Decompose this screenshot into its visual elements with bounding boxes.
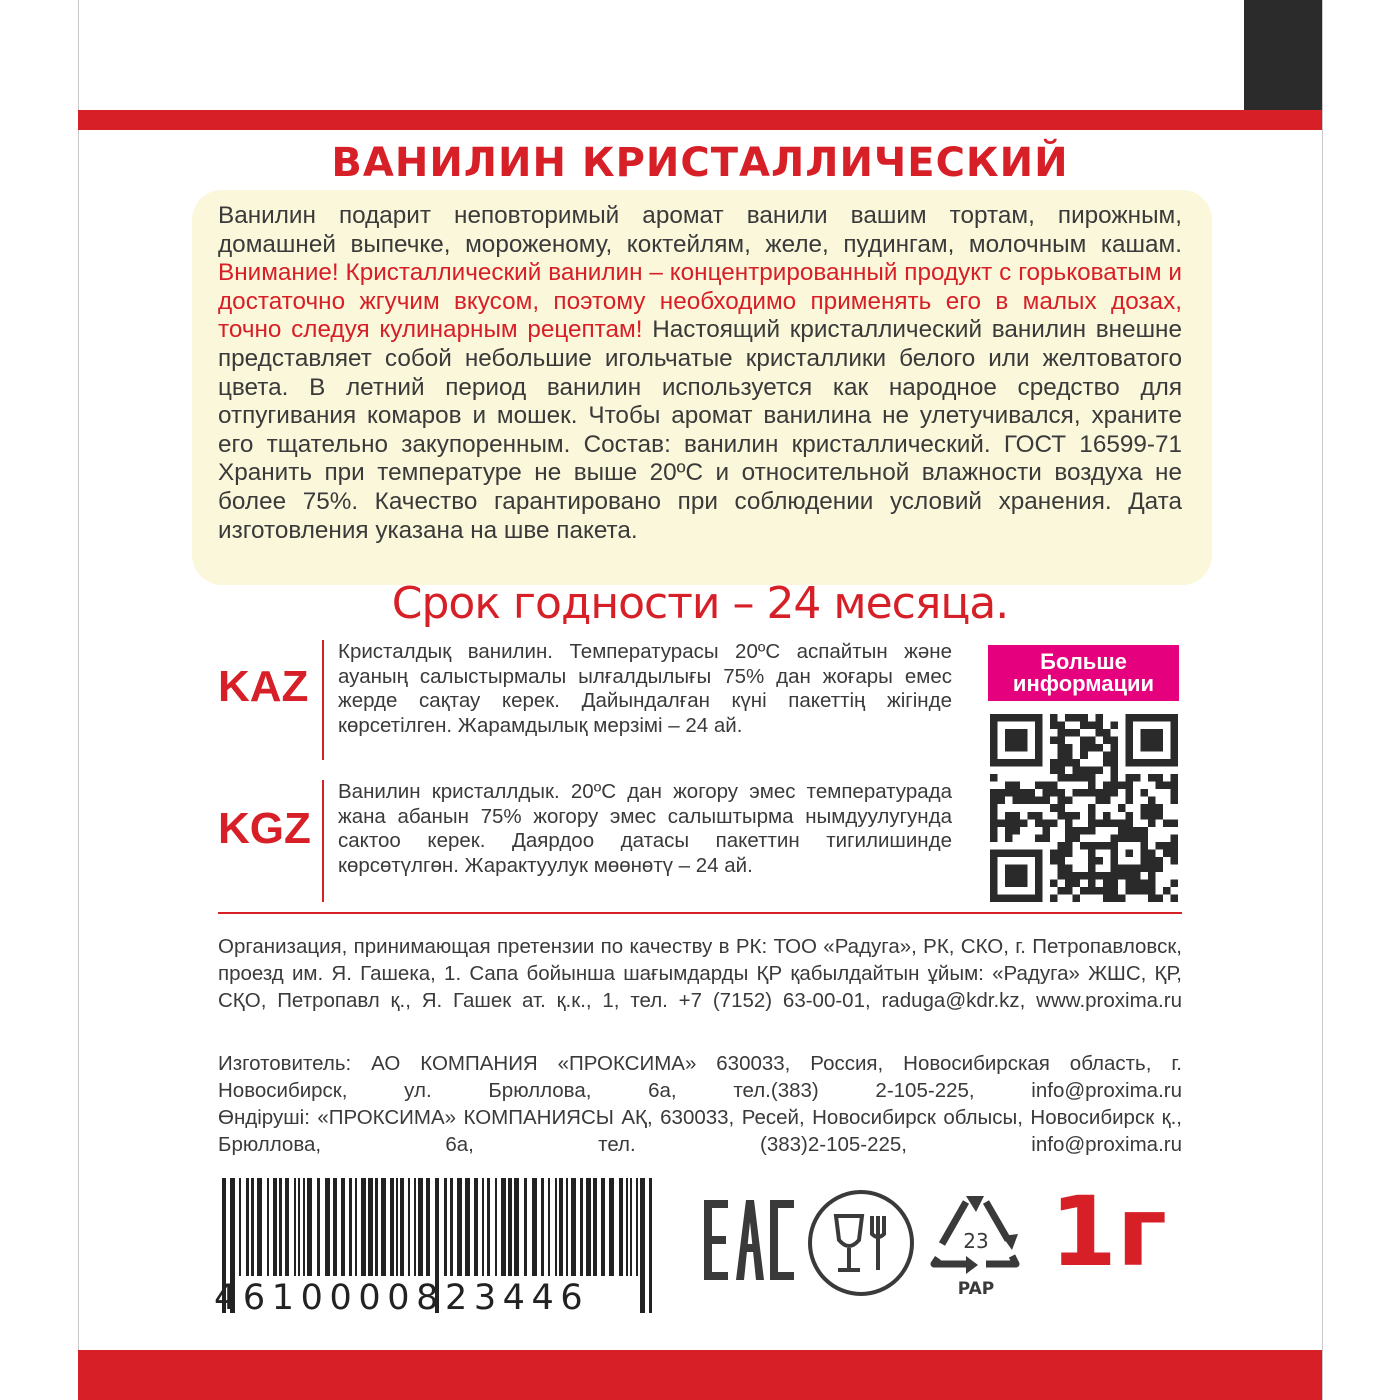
manufacturer-ru: Изготовитель: АО КОМПАНИЯ «ПРОКСИМА» 630033, Россия, Новосибирская область, г. Новосибирск, ул. Брюллова, 6а, тел.(383) 2-105-225, info@proxima.ru — [218, 1052, 1182, 1102]
section-separator — [218, 912, 1182, 914]
top-red-band — [78, 110, 1322, 130]
recycling-number: 23 — [963, 1229, 989, 1253]
kgz-divider — [322, 780, 324, 902]
more-info-badge — [988, 645, 1179, 701]
manufacturer-block — [218, 1050, 1182, 1158]
recycling-icon — [922, 1188, 1030, 1298]
product-title: ВАНИЛИН КРИСТАЛЛИЧЕСКИЙ — [331, 140, 1069, 186]
description-intro: Ванилин подарит неповторимый аромат ванили вашим тортам, пирожным, домашней выпечке, мороженому, коктейлям, желе, пудингам, молочным кашам. — [218, 202, 1182, 258]
qr-code-icon[interactable] — [990, 714, 1178, 902]
description-details: Настоящий кристаллический ванилин внешне представляет собой небольшие игольчатые кристаллики белого или желтоватого цвета. В летний период ванилин используется как народное средство для отпугивания комаров и мошек. Чтобы аромат ванилина не улетучивался, храните его тщательно закупоренным. Состав: ванилин кристаллический. ГОСТ 16599-71 Хранить при температуре не выше 20ºС и относительной влажности воздуха не более 75%. Качество гарантировано при соблюдении условий хранения. Дата изготовления указана на шве пакета. — [218, 316, 1182, 544]
kaz-divider — [322, 640, 324, 760]
kaz-text: Кристалдық ванилин. Температурасы 20ºС аспайтын және ауаның салыстырмалы ылғалдылығы 75% дан жоғары емес жерде сақтау керек. Дайындалған күні пакеттің жігінде көрсетілген. Жарамдылық мерзімі – 24 ай. — [338, 640, 952, 737]
right-edge-line — [1322, 0, 1323, 1400]
kgz-code: KGZ — [218, 804, 311, 853]
bottom-red-band — [78, 1350, 1322, 1400]
shelf-life: Срок годности – 24 месяца. — [391, 578, 1009, 629]
recycling-code: PAP — [957, 1279, 995, 1298]
claims-organization: Организация, принимающая претензии по качеству в РК: ТОО «Радуга», РК, СКО, г. Петропавловск, проезд им. Я. Гашека, 1. Сапа бойынша шағымдарды ҚР қабылдайтын ұйым: «Радуга» ЖШС, ҚР, СҚО, Петропавл қ., Я. Гашек ат. қ.к., 1, тел. +7 (7152) 63-00-01, raduga@kdr.kz, www.proxima.ru — [218, 935, 1182, 1012]
left-edge-line — [78, 0, 79, 1400]
dark-corner-tab — [1244, 0, 1322, 110]
food-contact-icon — [806, 1188, 916, 1298]
product-description — [218, 202, 1182, 545]
manufacturer-kz: Өндіруші: «ПРОКСИМА» КОМПАНИЯСЫ АҚ, 630033, Ресей, Новосибирск облысы, Новосибирск қ., Брюллова, 6а, тел. (383)2-105-225, info@proxima.ru — [218, 1106, 1182, 1156]
barcode-digits: 4610000823446 — [214, 1278, 590, 1318]
kaz-code: KAZ — [218, 662, 309, 711]
description-warning: Внимание! Кристаллический ванилин – концентрированный продукт с горьковатым и достаточно жгучим вкусом, поэтому необходимо применять его в малых дозах, точно следуя кулинарным рецептам! — [218, 259, 1182, 344]
net-weight: 1г — [1050, 1176, 1167, 1288]
more-info-line2: информации — [1012, 671, 1155, 696]
eac-mark-icon — [700, 1192, 796, 1288]
kgz-text: Ванилин кристаллдык. 20ºС дан жогору эмес температурада жана абанын 75% жогору эмес салыштырма нымдуулугунда сактоо керек. Даярдоо датасы пакеттин тигилишинде көрсөтүлгөн. Жарактуулук мөөнөтү – 24 ай. — [338, 780, 952, 877]
more-info-line1: Больше — [1040, 649, 1127, 674]
